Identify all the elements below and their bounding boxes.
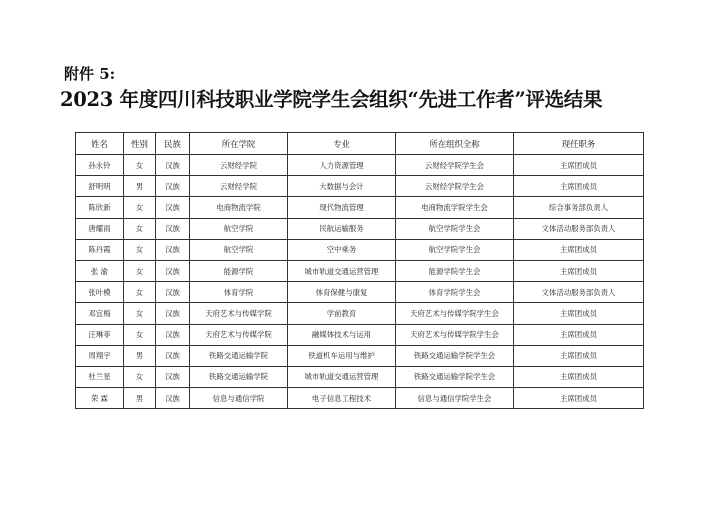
organization-cell: 能源学院学生会 — [396, 260, 514, 281]
ethnicity-cell: 汉族 — [156, 345, 190, 366]
organization-cell: 铁路交通运输学院学生会 — [396, 366, 514, 387]
organization-cell: 航空学院学生会 — [396, 218, 514, 239]
gender-cell: 男 — [124, 345, 156, 366]
document-title: 2023 年度四川科技职业学院学生会组织“先进工作者”评选结果 — [60, 88, 603, 111]
table-row — [76, 260, 644, 281]
major-cell: 大数据与会计 — [288, 176, 396, 197]
position-cell: 主席团成员 — [514, 303, 644, 324]
ethnicity-cell: 汉族 — [156, 303, 190, 324]
position-cell: 文体活动服务部负责人 — [514, 282, 644, 303]
gender-cell: 女 — [124, 197, 156, 218]
gender-cell: 女 — [124, 366, 156, 387]
college-cell: 能源学院 — [190, 260, 288, 281]
major-cell: 空中乘务 — [288, 239, 396, 260]
position-cell: 综合事务部负责人 — [514, 197, 644, 218]
header-gender: 性别 — [124, 133, 156, 155]
name-cell: 陈欣新 — [76, 197, 124, 218]
organization-cell: 体育学院学生会 — [396, 282, 514, 303]
name-cell: 张叶模 — [76, 282, 124, 303]
table-row — [76, 366, 644, 387]
gender-cell: 男 — [124, 176, 156, 197]
table-row — [76, 239, 644, 260]
college-cell: 天府艺术与传媒学院 — [190, 324, 288, 345]
header-position: 现任职务 — [514, 133, 644, 155]
gender-cell: 女 — [124, 303, 156, 324]
name-cell: 荣 霖 — [76, 388, 124, 409]
header-major: 专业 — [288, 133, 396, 155]
major-cell: 城市轨道交通运营管理 — [288, 260, 396, 281]
table-row — [76, 324, 644, 345]
gender-cell: 女 — [124, 218, 156, 239]
table-body — [76, 155, 644, 409]
organization-cell: 电商物流学院学生会 — [396, 197, 514, 218]
organization-cell: 天府艺术与传媒学院学生会 — [396, 303, 514, 324]
gender-cell: 女 — [124, 239, 156, 260]
position-cell: 主席团成员 — [514, 345, 644, 366]
table-row — [76, 197, 644, 218]
major-cell: 民航运输服务 — [288, 218, 396, 239]
major-cell: 人力资源管理 — [288, 155, 396, 176]
name-cell: 孙永铃 — [76, 155, 124, 176]
position-cell: 主席团成员 — [514, 366, 644, 387]
position-cell: 文体活动服务部负责人 — [514, 218, 644, 239]
major-cell: 铁道机车运用与维护 — [288, 345, 396, 366]
name-cell: 舒明明 — [76, 176, 124, 197]
header-college: 所在学院 — [190, 133, 288, 155]
ethnicity-cell: 汉族 — [156, 388, 190, 409]
gender-cell: 女 — [124, 282, 156, 303]
gender-cell: 女 — [124, 155, 156, 176]
position-cell: 主席团成员 — [514, 239, 644, 260]
header-organization: 所在组织全称 — [396, 133, 514, 155]
table-row — [76, 303, 644, 324]
major-cell: 电子信息工程技术 — [288, 388, 396, 409]
table-row — [76, 388, 644, 409]
gender-cell: 女 — [124, 260, 156, 281]
name-cell: 唐耀雨 — [76, 218, 124, 239]
college-cell: 天府艺术与传媒学院 — [190, 303, 288, 324]
position-cell: 主席团成员 — [514, 324, 644, 345]
ethnicity-cell: 汉族 — [156, 366, 190, 387]
position-cell: 主席团成员 — [514, 260, 644, 281]
position-cell: 主席团成员 — [514, 388, 644, 409]
college-cell: 铁路交通运输学院 — [190, 345, 288, 366]
ethnicity-cell: 汉族 — [156, 218, 190, 239]
table-row — [76, 218, 644, 239]
major-cell: 现代物流管理 — [288, 197, 396, 218]
college-cell: 体育学院 — [190, 282, 288, 303]
name-cell: 陈丹霞 — [76, 239, 124, 260]
gender-cell: 女 — [124, 324, 156, 345]
ethnicity-cell: 汉族 — [156, 176, 190, 197]
name-cell: 周翔宇 — [76, 345, 124, 366]
ethnicity-cell: 汉族 — [156, 324, 190, 345]
organization-cell: 云财经学院学生会 — [396, 155, 514, 176]
ethnicity-cell: 汉族 — [156, 282, 190, 303]
table-header-row — [76, 133, 644, 155]
ethnicity-cell: 汉族 — [156, 239, 190, 260]
major-cell: 学前教育 — [288, 303, 396, 324]
name-cell: 杜兰星 — [76, 366, 124, 387]
table-row — [76, 176, 644, 197]
table-row — [76, 282, 644, 303]
name-cell: 汪琳菲 — [76, 324, 124, 345]
college-cell: 铁路交通运输学院 — [190, 366, 288, 387]
attachment-label: 附件 5: — [64, 65, 116, 83]
organization-cell: 铁路交通运输学院学生会 — [396, 345, 514, 366]
results-table — [75, 132, 644, 409]
position-cell: 主席团成员 — [514, 176, 644, 197]
header-ethnicity: 民族 — [156, 133, 190, 155]
header-name: 姓名 — [76, 133, 124, 155]
college-cell: 信息与通信学院 — [190, 388, 288, 409]
college-cell: 航空学院 — [190, 239, 288, 260]
organization-cell: 信息与通信学院学生会 — [396, 388, 514, 409]
name-cell: 张 渝 — [76, 260, 124, 281]
college-cell: 航空学院 — [190, 218, 288, 239]
ethnicity-cell: 汉族 — [156, 260, 190, 281]
college-cell: 电商物流学院 — [190, 197, 288, 218]
college-cell: 云财经学院 — [190, 155, 288, 176]
name-cell: 邓宜梅 — [76, 303, 124, 324]
table-row — [76, 155, 644, 176]
ethnicity-cell: 汉族 — [156, 155, 190, 176]
college-cell: 云财经学院 — [190, 176, 288, 197]
organization-cell: 云财经学院学生会 — [396, 176, 514, 197]
position-cell: 主席团成员 — [514, 155, 644, 176]
organization-cell: 航空学院学生会 — [396, 239, 514, 260]
organization-cell: 天府艺术与传媒学院学生会 — [396, 324, 514, 345]
ethnicity-cell: 汉族 — [156, 197, 190, 218]
major-cell: 城市轨道交通运营管理 — [288, 366, 396, 387]
table-row — [76, 345, 644, 366]
major-cell: 融媒体技术与运用 — [288, 324, 396, 345]
major-cell: 体育保健与康复 — [288, 282, 396, 303]
gender-cell: 男 — [124, 388, 156, 409]
